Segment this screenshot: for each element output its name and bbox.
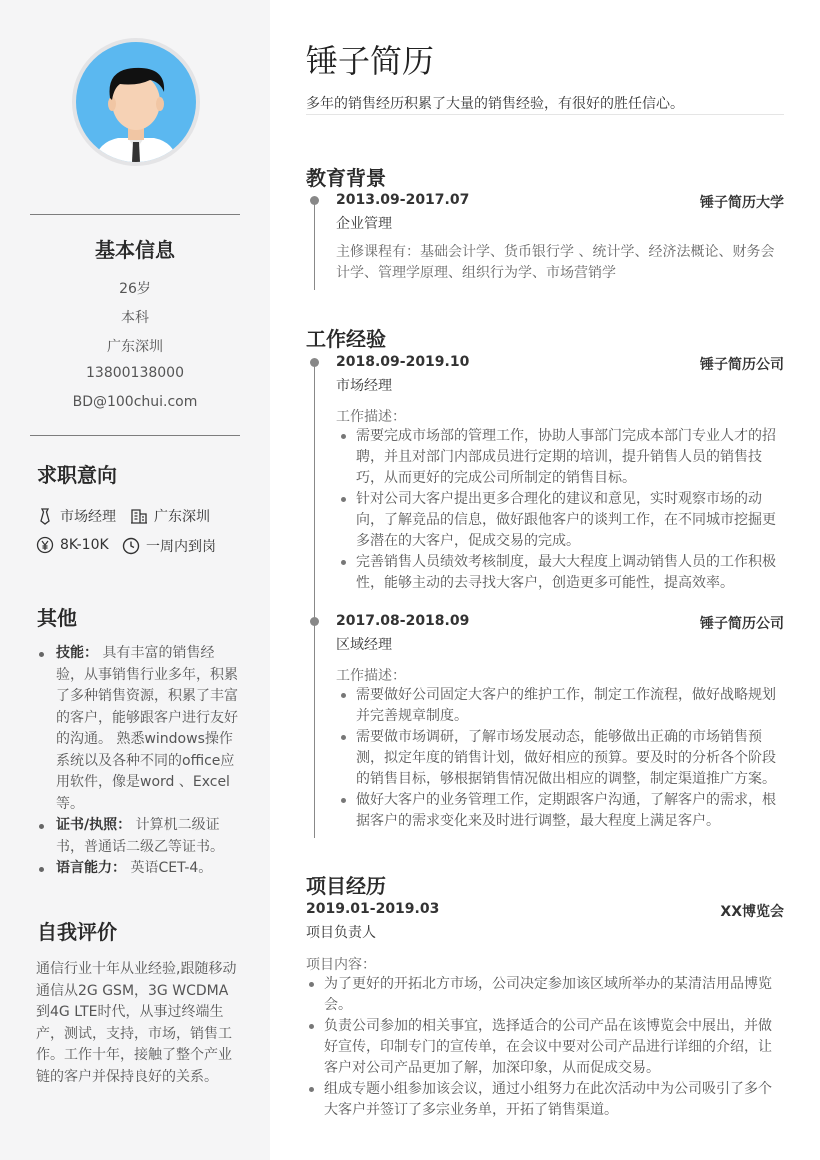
list-item: 需要完成市场部的管理工作，协助人事部门完成本部门专业人才的招聘，并且对部门内部成员进行定期的培训，提升销售人员的销售技巧，从而更好的完成公司所制定的销售目标。: [338, 426, 782, 489]
avatar: [72, 38, 200, 166]
job-bullets: [338, 685, 782, 832]
divider: [30, 435, 240, 436]
job-desc-label: 工作描述：: [336, 668, 406, 684]
timeline-line: [314, 362, 315, 838]
intent-availability: [122, 536, 216, 556]
building-icon: [130, 507, 148, 525]
list-item: 针对公司大客户提出更多合理化的建议和意见，实时观察市场的动向，了解竞品的信息，做好跟他客户的谈判工作，在不同城市挖掘更多潜在的大客户，促成交易的完成。: [338, 489, 782, 552]
age: 26岁: [119, 281, 151, 297]
list-item: 需要做好公司固定大客户的维护工作，制定工作流程，做好战略规划并完善规章制度。: [338, 685, 782, 727]
intent-city-label: 广东深圳: [154, 509, 210, 525]
list-item: [36, 815, 240, 858]
courses: 主修课程有：基础会计学、货币银行学 、统计学、经济法概论、财务会计学、管理学原理、组织行为学、市场营销学: [336, 244, 775, 281]
list-item: 完善销售人员绩效考核制度，最大大程度上调动销售人员的工作积极性，能够主动的去寻找大客户，创造更多可能性，提高效率。: [338, 552, 782, 594]
skill-text: 具有丰富的销售经验，从事销售行业多年，积累了多种销售资源，积累了丰富的客户，能够跟客户进行友好的沟通。 熟悉windows操作系统以及各种不同的office应用软件，像是word 、Excel等。: [56, 645, 238, 812]
timeline-line: [314, 200, 315, 290]
divider: [30, 214, 240, 215]
divider: [306, 114, 784, 115]
main-content: [270, 0, 820, 1160]
job-desc-label: 工作描述：: [336, 409, 406, 425]
page-title: 锤子简历: [306, 42, 435, 80]
list-item: 负责公司参加的相关事宜，选择适合的公司产品在该博览会中展出，并做好宣传，印制专门的宣传单，在会议中要对公司产品进行详细的介绍，让客户对公司产品更加了解，加深印象，从而促成交易。: [306, 1016, 782, 1079]
timeline-dot: [310, 196, 319, 205]
project-bullets: [306, 974, 782, 1121]
job-role: 区域经理: [336, 637, 392, 653]
timeline-dot: [310, 358, 319, 367]
cert-text: 计算机二级证书，普通话二级乙等证书。: [56, 817, 224, 855]
company-name: 锤子简历公司: [700, 357, 784, 373]
school-name: 锤子简历大学: [700, 195, 784, 211]
basic-info-title: 基本信息: [95, 238, 175, 262]
tie-icon: [36, 507, 54, 525]
list-item: 需要做市场调研，了解市场发展动态，能够做出正确的市场销售预测，拟定年度的销售计划，做好相应的预算。要及时的分析各个阶段的销售目标，够根据销售情况做出相应的调整，制定渠道推广方案。: [338, 727, 782, 790]
language-text: 英语CET-4。: [126, 860, 213, 876]
self-eval-title: 自我评价: [37, 920, 117, 944]
project-role: 项目负责人: [306, 925, 376, 941]
education-date: 2013.09-2017.07: [336, 192, 470, 208]
job-date: 2017.08-2018.09: [336, 613, 470, 629]
intent-city: [130, 506, 210, 526]
job-intent-title: 求职意向: [37, 463, 117, 487]
intent-availability-label: 一周内到岗: [146, 539, 216, 555]
other-title: 其他: [37, 606, 77, 630]
education-level: 本科: [121, 310, 149, 326]
clock-icon: [122, 537, 140, 555]
major: 企业管理: [336, 216, 392, 232]
other-list: [36, 643, 240, 880]
project-date: 2019.01-2019.03: [306, 901, 440, 917]
company-name: 锤子简历公司: [700, 616, 784, 632]
list-item: [36, 643, 240, 815]
job-role: 市场经理: [336, 378, 392, 394]
avatar-illustration: [76, 42, 196, 162]
list-item: [36, 858, 240, 880]
job-date: 2018.09-2019.10: [336, 354, 470, 370]
self-eval-text: 通信行业十年从业经验,跟随移动通信从2G GSM，3G WCDMA到4G LTE时代，从事过终端生产，测试，支持，市场，销售工作。工作十年，接触了整个产业链的客户并保持良好的关系。: [36, 961, 237, 1085]
list-item: 为了更好的开拓北方市场，公司决定参加该区域所举办的某清洁用品博览会。: [306, 974, 782, 1016]
project-org: XX博览会: [720, 904, 784, 920]
intent-position: [36, 506, 116, 526]
project-desc-label: 项目内容：: [306, 957, 376, 973]
intent-salary: [36, 536, 109, 554]
project-title: 项目经历: [306, 874, 386, 898]
sidebar: [0, 0, 270, 1160]
language-label: 语言能力：: [56, 860, 126, 876]
yen-icon: [36, 536, 54, 554]
list-item: 做好大客户的业务管理工作，定期跟客户沟通，了解客户的需求，根据客户的需求变化来及时进行调整，最大程度上满足客户。: [338, 790, 782, 832]
skill-label: 技能：: [56, 645, 98, 661]
intent-position-label: 市场经理: [60, 509, 116, 525]
education-title: 教育背景: [306, 166, 386, 190]
intent-salary-label: 8K-10K: [60, 537, 109, 553]
email: BD@100chui.com: [72, 394, 198, 410]
motto: 多年的销售经历积累了大量的销售经验，有很好的胜任信心。: [306, 96, 684, 112]
job-bullets: [338, 426, 782, 594]
timeline-dot: [310, 617, 319, 626]
cert-label: 证书/执照：: [56, 817, 132, 833]
location: 广东深圳: [107, 339, 163, 355]
phone: 13800138000: [86, 365, 184, 381]
list-item: 组成专题小组参加该会议，通过小组努力在此次活动中为公司吸引了多个大客户并签订了多宗业务单，开拓了销售渠道。: [306, 1079, 782, 1121]
work-title: 工作经验: [306, 327, 386, 351]
